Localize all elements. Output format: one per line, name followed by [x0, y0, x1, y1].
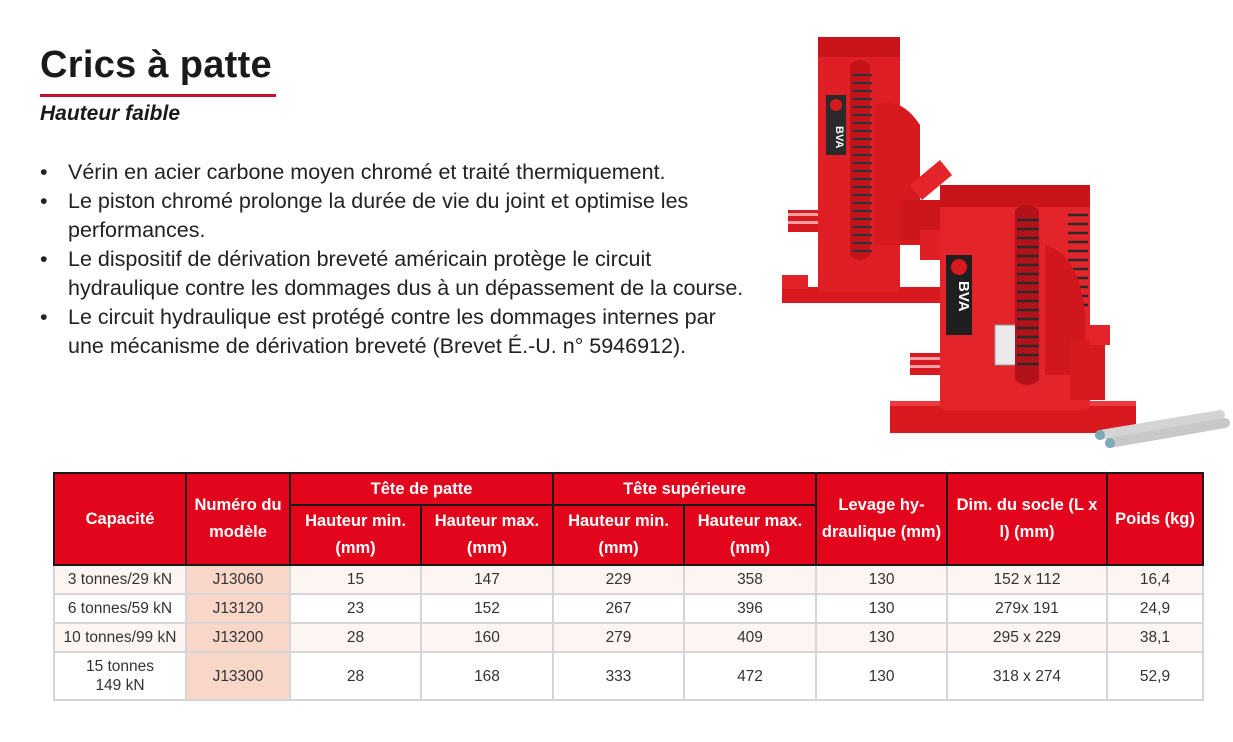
cell-poids: 52,9 [1107, 652, 1203, 700]
header-sup-hauteur-min: Hauteur min. (mm) [553, 505, 684, 565]
feature-item: • Le circuit hydraulique est protégé contre les dommages internes par une mécanisme de dérivation breveté (Brevet É.-U. n° 5946912). [38, 303, 750, 361]
title-underline [40, 94, 276, 97]
header-capacite: Capacité [54, 473, 186, 565]
cell-modele: J13060 [186, 565, 290, 594]
cell-modele: J13120 [186, 594, 290, 623]
feature-list [38, 158, 750, 361]
page-subtitle: Hauteur faible [40, 102, 181, 125]
cell-patte-min: 23 [290, 594, 421, 623]
cell-patte-max: 147 [421, 565, 553, 594]
cell-sup-max: 358 [684, 565, 816, 594]
cell-poids: 24,9 [1107, 594, 1203, 623]
header-tete-superieure: Tête supérieure [553, 473, 816, 505]
cell-sup-max: 409 [684, 623, 816, 652]
header-patte-hauteur-max: Hauteur max. (mm) [421, 505, 553, 565]
cell-dim: 279x 191 [947, 594, 1107, 623]
cell-dim: 295 x 229 [947, 623, 1107, 652]
table-row [54, 623, 1203, 652]
cell-capacite: 3 tonnes/29 kN [54, 565, 186, 594]
cell-sup-min: 267 [553, 594, 684, 623]
cell-levage: 130 [816, 565, 947, 594]
cell-patte-max: 168 [421, 652, 553, 700]
cell-dim: 318 x 274 [947, 652, 1107, 700]
header-numero-modele: Numéro du modèle [186, 473, 290, 565]
cell-modele: J13200 [186, 623, 290, 652]
cell-sup-min: 333 [553, 652, 684, 700]
cell-sup-max: 396 [684, 594, 816, 623]
feature-item: • Le dispositif de dérivation breveté américain protège le circuit hydraulique contre les dommages dus à un dépassement de la course. [38, 245, 750, 303]
table-row [54, 594, 1203, 623]
cell-poids: 16,4 [1107, 565, 1203, 594]
header-poids: Poids (kg) [1107, 473, 1203, 565]
cell-modele: J13300 [186, 652, 290, 700]
brand-label: BVA [955, 281, 972, 312]
cell-patte-min: 15 [290, 565, 421, 594]
cell-capacite: 6 tonnes/59 kN [54, 594, 186, 623]
specifications-table [53, 472, 1204, 701]
cell-patte-max: 160 [421, 623, 553, 652]
cell-patte-min: 28 [290, 652, 421, 700]
cell-patte-max: 152 [421, 594, 553, 623]
cell-dim: 152 x 112 [947, 565, 1107, 594]
cell-sup-max: 472 [684, 652, 816, 700]
cell-patte-min: 28 [290, 623, 421, 652]
cell-levage: 130 [816, 623, 947, 652]
cell-levage: 130 [816, 594, 947, 623]
page-title: Crics à patte [40, 44, 272, 86]
feature-item: • Le piston chromé prolonge la durée de vie du joint et optimise les performances. [38, 187, 750, 245]
header-tete-de-patte: Tête de patte [290, 473, 553, 505]
table-row [54, 565, 1203, 594]
cell-sup-min: 229 [553, 565, 684, 594]
header-sup-hauteur-max: Hauteur max. (mm) [684, 505, 816, 565]
cell-levage: 130 [816, 652, 947, 700]
table-row [54, 652, 1203, 700]
product-photo [770, 25, 1232, 465]
cell-poids: 38,1 [1107, 623, 1203, 652]
header-patte-hauteur-min: Hauteur min. (mm) [290, 505, 421, 565]
feature-item: • Vérin en acier carbone moyen chromé et traité thermiquement. [38, 158, 750, 187]
brand-label: BVA [833, 126, 845, 149]
cell-capacite: 10 tonnes/99 kN [54, 623, 186, 652]
header-levage-hydraulique: Levage hy-draulique (mm) [816, 473, 947, 565]
header-dim-socle: Dim. du socle (L x l) (mm) [947, 473, 1107, 565]
cell-capacite: 15 tonnes 149 kN [54, 652, 186, 700]
cell-sup-min: 279 [553, 623, 684, 652]
